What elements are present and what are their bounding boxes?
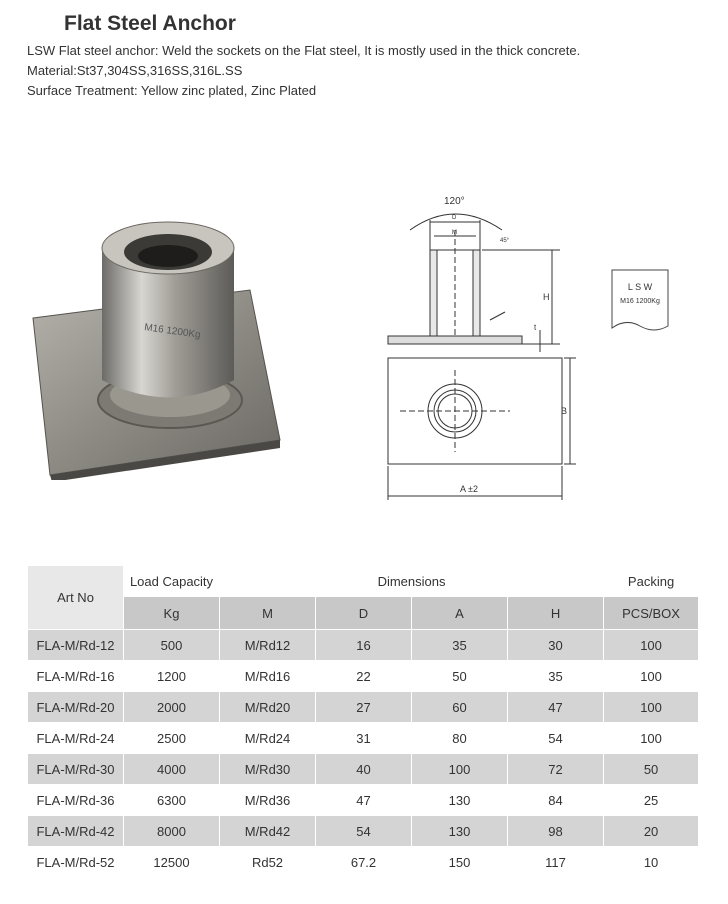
cell-m: M/Rd36 [220, 785, 316, 816]
cell-packing: 100 [604, 661, 699, 692]
cell-m: M/Rd12 [220, 630, 316, 661]
label-brand: L S W [627, 282, 653, 292]
cell-a: 150 [412, 847, 508, 878]
cell-load: 6300 [124, 785, 220, 816]
cell-d: 31 [316, 723, 412, 754]
cell-h: 72 [508, 754, 604, 785]
product-photo [28, 200, 283, 480]
cell-h: 84 [508, 785, 604, 816]
table-row [28, 630, 699, 661]
dim-angle: 120° [444, 196, 465, 207]
page-title: Flat Steel Anchor [64, 12, 236, 35]
cell-load: 8000 [124, 816, 220, 847]
cell-art-no: FLA-M/Rd-30 [28, 754, 124, 785]
cell-packing: 25 [604, 785, 699, 816]
dim-b: B [561, 406, 568, 416]
cell-packing: 50 [604, 754, 699, 785]
table-row [28, 723, 699, 754]
table-row [28, 785, 699, 816]
cell-h: 35 [508, 661, 604, 692]
cell-load: 2500 [124, 723, 220, 754]
cell-packing: 100 [604, 692, 699, 723]
dim-d: D [452, 215, 457, 221]
cell-art-no: FLA-M/Rd-16 [28, 661, 124, 692]
subheader-h: H [508, 597, 604, 630]
cell-a: 80 [412, 723, 508, 754]
label-code: M16 1200Kg [620, 298, 660, 305]
cell-a: 50 [412, 661, 508, 692]
subheader-a: A [412, 597, 508, 630]
cell-a: 35 [412, 630, 508, 661]
cell-a: 130 [412, 816, 508, 847]
cell-m: Rd52 [220, 847, 316, 878]
header-dimensions: Dimensions [220, 566, 604, 597]
subheader-m: M [220, 597, 316, 630]
cell-load: 1200 [124, 661, 220, 692]
cell-d: 67.2 [316, 847, 412, 878]
cell-h: 117 [508, 847, 604, 878]
table-row [28, 847, 699, 878]
cell-d: 40 [316, 754, 412, 785]
cell-packing: 100 [604, 723, 699, 754]
cell-h: 54 [508, 723, 604, 754]
cell-m: M/Rd24 [220, 723, 316, 754]
cell-art-no: FLA-M/Rd-24 [28, 723, 124, 754]
technical-drawing [380, 190, 580, 510]
material-text: Material:St37,304SS,316SS,316L.SS [27, 63, 243, 78]
header-art-no: Art No [28, 566, 124, 630]
cell-a: 130 [412, 785, 508, 816]
cell-art-no: FLA-M/Rd-42 [28, 816, 124, 847]
subheader-kg: Kg [124, 597, 220, 630]
cell-d: 54 [316, 816, 412, 847]
cell-h: 30 [508, 630, 604, 661]
cell-packing: 10 [604, 847, 699, 878]
product-label-tag [606, 268, 672, 336]
table-row [28, 816, 699, 847]
dim-h: H [543, 292, 550, 302]
cell-art-no: FLA-M/Rd-12 [28, 630, 124, 661]
cell-d: 22 [316, 661, 412, 692]
table-row [28, 754, 699, 785]
cell-m: M/Rd16 [220, 661, 316, 692]
cell-art-no: FLA-M/Rd-52 [28, 847, 124, 878]
table-row [28, 692, 699, 723]
cell-m: M/Rd42 [220, 816, 316, 847]
cell-load: 12500 [124, 847, 220, 878]
cell-packing: 20 [604, 816, 699, 847]
surface-treatment-text: Surface Treatment: Yellow zinc plated, Zinc Plated [27, 83, 317, 98]
cell-m: M/Rd30 [220, 754, 316, 785]
cell-art-no: FLA-M/Rd-20 [28, 692, 124, 723]
dim-chamfer: 45° [500, 238, 510, 244]
cell-load: 4000 [124, 754, 220, 785]
subheader-d: D [316, 597, 412, 630]
description-text: LSW Flat steel anchor: Weld the sockets on the Flat steel, It is mostly used in the thick concrete. [27, 43, 581, 58]
dim-t: t [534, 323, 537, 332]
cell-art-no: FLA-M/Rd-36 [28, 785, 124, 816]
cell-load: 2000 [124, 692, 220, 723]
socket-hole [138, 245, 198, 267]
cell-m: M/Rd20 [220, 692, 316, 723]
spec-table [27, 565, 699, 878]
cell-load: 500 [124, 630, 220, 661]
dim-m: M [452, 230, 457, 236]
subheader-pcs-box: PCS/BOX [604, 597, 699, 630]
header-packing: Packing [604, 566, 699, 597]
header-load-capacity: Load Capacity [124, 566, 220, 597]
cell-h: 47 [508, 692, 604, 723]
cell-d: 16 [316, 630, 412, 661]
dim-a: A ±2 [460, 484, 478, 494]
table-row [28, 661, 699, 692]
socket-marking: M16 1200Kg [143, 322, 202, 341]
cell-h: 98 [508, 816, 604, 847]
cell-d: 47 [316, 785, 412, 816]
cell-a: 100 [412, 754, 508, 785]
cell-d: 27 [316, 692, 412, 723]
cell-packing: 100 [604, 630, 699, 661]
cell-a: 60 [412, 692, 508, 723]
